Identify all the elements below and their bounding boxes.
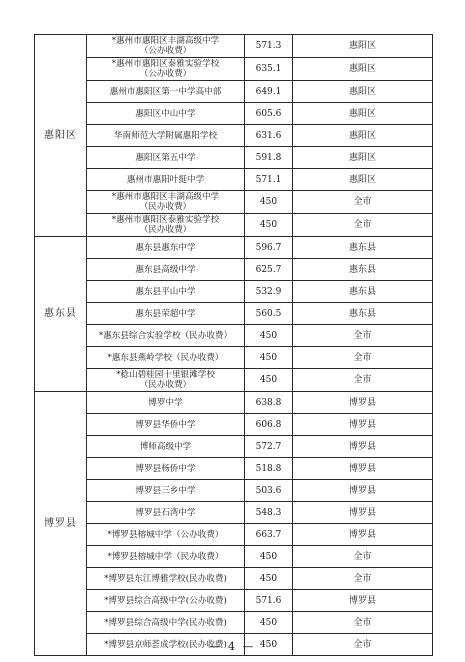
school-name-cell: *博罗县东江博雅学校(民办收费) (87, 568, 245, 590)
district-cell: 惠阳区 (35, 35, 87, 237)
admission-area-cell: 全市 (293, 568, 433, 590)
admission-area-cell: 全市 (293, 214, 433, 237)
admission-area-cell: 博罗县 (293, 590, 433, 612)
table-row (35, 546, 433, 568)
admission-area-cell: 博罗县 (293, 414, 433, 436)
admission-area-cell: 惠阳区 (293, 103, 433, 125)
table-row (35, 458, 433, 480)
school-name-cell: 博罗县杨侨中学 (87, 458, 245, 480)
admission-score-table (34, 34, 433, 656)
admission-score-table-container (34, 34, 432, 656)
school-name-cell: *惠州市惠阳区泰雅实验学校 （民办收费） (87, 214, 245, 237)
table-row (35, 392, 433, 414)
school-name-cell: *博罗县京师荟成学校(民办收费) (87, 634, 245, 656)
table-row (35, 237, 433, 259)
school-name-cell: 惠东县惠东中学 (87, 237, 245, 259)
admission-area-cell: 博罗县 (293, 502, 433, 524)
min-score-cell: 450 (245, 325, 293, 347)
min-score-cell: 572.7 (245, 436, 293, 458)
min-score-cell: 450 (245, 568, 293, 590)
min-score-cell: 450 (245, 369, 293, 392)
min-score-cell: 503.6 (245, 480, 293, 502)
admission-area-cell: 全市 (293, 347, 433, 369)
table-row (35, 590, 433, 612)
district-cell: 惠东县 (35, 237, 87, 392)
table-row (35, 303, 433, 325)
min-score-cell: 571.6 (245, 590, 293, 612)
min-score-cell: 635.1 (245, 58, 293, 81)
admission-area-cell: 惠阳区 (293, 58, 433, 81)
school-name-cell: 惠阳区中山中学 (87, 103, 245, 125)
school-name-cell: 博罗县三乡中学 (87, 480, 245, 502)
admission-area-cell: 惠阳区 (293, 169, 433, 191)
school-name-cell: 惠州市惠阳叶挺中学 (87, 169, 245, 191)
school-name-cell: 博罗县石湾中学 (87, 502, 245, 524)
admission-area-cell: 博罗县 (293, 524, 433, 546)
admission-area-cell: 惠东县 (293, 303, 433, 325)
table-row (35, 125, 433, 147)
school-name-cell: *博罗县榕城中学（公办收费） (87, 524, 245, 546)
admission-area-cell: 全市 (293, 369, 433, 392)
school-name-cell: 博罗中学 (87, 392, 245, 414)
min-score-cell: 649.1 (245, 81, 293, 103)
min-score-cell: 450 (245, 214, 293, 237)
admission-area-cell: 惠东县 (293, 259, 433, 281)
min-score-cell: 450 (245, 191, 293, 214)
school-name-cell: *博罗县榕城中学（民办收费） (87, 546, 245, 568)
table-row (35, 191, 433, 214)
min-score-cell: 518.8 (245, 458, 293, 480)
school-name-cell: *惠州市惠阳区泰雅实验学校 （公办收费） (87, 58, 245, 81)
table-row (35, 612, 433, 634)
min-score-cell: 450 (245, 347, 293, 369)
table-row (35, 568, 433, 590)
table-row (35, 58, 433, 81)
table-body (35, 35, 433, 656)
table-row (35, 480, 433, 502)
school-name-cell: *惠东县燕岭学校（民办收费） (87, 347, 245, 369)
table-row (35, 369, 433, 392)
school-name-cell: *惠州市惠阳区丰湖高级中学 （民办收费） (87, 191, 245, 214)
admission-area-cell: 全市 (293, 612, 433, 634)
table-row (35, 502, 433, 524)
admission-area-cell: 惠阳区 (293, 147, 433, 169)
table-row (35, 347, 433, 369)
admission-area-cell: 博罗县 (293, 458, 433, 480)
table-row (35, 81, 433, 103)
school-name-cell: 惠东县荣超中学 (87, 303, 245, 325)
admission-area-cell: 惠阳区 (293, 81, 433, 103)
school-name-cell: *惠东县综合实验学校（民办收费） (87, 325, 245, 347)
admission-area-cell: 惠阳区 (293, 35, 433, 58)
table-row (35, 103, 433, 125)
table-row (35, 325, 433, 347)
min-score-cell: 548.3 (245, 502, 293, 524)
table-row (35, 436, 433, 458)
admission-area-cell: 博罗县 (293, 480, 433, 502)
min-score-cell: 638.8 (245, 392, 293, 414)
table-row (35, 169, 433, 191)
min-score-cell: 663.7 (245, 524, 293, 546)
district-cell: 博罗县 (35, 392, 87, 656)
school-name-cell: 惠州市惠阳区第一中学高中部 (87, 81, 245, 103)
min-score-cell: 571.3 (245, 35, 293, 58)
table-row (35, 414, 433, 436)
admission-area-cell: 全市 (293, 325, 433, 347)
min-score-cell: 450 (245, 634, 293, 656)
min-score-cell: 631.6 (245, 125, 293, 147)
school-name-cell: *博罗县综合高级中学(民办收费) (87, 612, 245, 634)
admission-area-cell: 惠东县 (293, 237, 433, 259)
min-score-cell: 606.8 (245, 414, 293, 436)
min-score-cell: 450 (245, 612, 293, 634)
min-score-cell: 571.1 (245, 169, 293, 191)
school-name-cell: 华南师范大学附属惠阳学校 (87, 125, 245, 147)
table-row (35, 259, 433, 281)
admission-area-cell: 全市 (293, 546, 433, 568)
min-score-cell: 625.7 (245, 259, 293, 281)
table-row (35, 281, 433, 303)
table-row (35, 214, 433, 237)
admission-area-cell: 惠阳区 (293, 125, 433, 147)
min-score-cell: 605.6 (245, 103, 293, 125)
school-name-cell: *博罗县综合高级中学(公办收费) (87, 590, 245, 612)
school-name-cell: 博罗县华侨中学 (87, 414, 245, 436)
min-score-cell: 450 (245, 546, 293, 568)
school-name-cell: 博师高级中学 (87, 436, 245, 458)
min-score-cell: 532.9 (245, 281, 293, 303)
school-name-cell: 惠阳区第五中学 (87, 147, 245, 169)
school-name-cell: 惠东县平山中学 (87, 281, 245, 303)
table-row (35, 35, 433, 58)
admission-area-cell: 惠东县 (293, 281, 433, 303)
admission-area-cell: 博罗县 (293, 392, 433, 414)
table-row (35, 524, 433, 546)
min-score-cell: 560.5 (245, 303, 293, 325)
school-name-cell: *稔山碧桂园十里银滩学校 （民办收费） (87, 369, 245, 392)
min-score-cell: 596.7 (245, 237, 293, 259)
admission-area-cell: 博罗县 (293, 436, 433, 458)
page-number: — 4 — (209, 640, 256, 653)
min-score-cell: 591.8 (245, 147, 293, 169)
school-name-cell: *惠州市惠阳区丰湖高级中学 （公办收费） (87, 35, 245, 58)
admission-area-cell: 全市 (293, 191, 433, 214)
school-name-cell: 惠东县高级中学 (87, 259, 245, 281)
table-row (35, 147, 433, 169)
admission-area-cell: 全市 (293, 634, 433, 656)
